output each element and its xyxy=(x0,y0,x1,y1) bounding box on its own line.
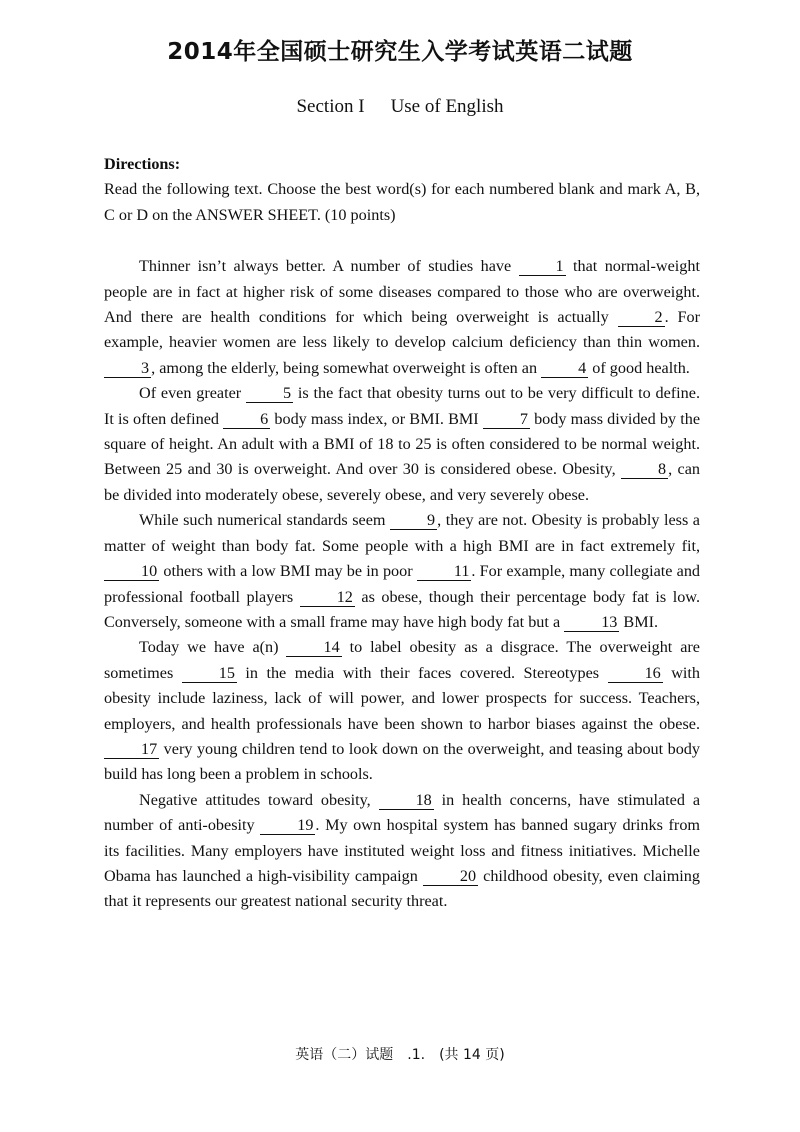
passage-text: as obese, though their percentage body fat is low. Conversely, someone with a small frame may have high body fat but a xyxy=(104,587,700,631)
section-name: Use of English xyxy=(390,96,504,117)
blank-14: 14 xyxy=(286,639,341,657)
blank-12: 12 xyxy=(300,589,355,607)
passage xyxy=(104,254,700,915)
passage-text: that normal-weight people are in fact at higher risk of some diseases compared to those who are overweight. And there are health conditions for which being overweight is actually xyxy=(104,257,700,327)
passage-text: . For example, many collegiate and professional football players xyxy=(104,562,701,606)
blank-3: 3 xyxy=(104,360,151,378)
blank-6: 6 xyxy=(223,411,270,429)
passage-text: , among the elderly, being somewhat overweight is often an xyxy=(151,358,542,377)
blank-17: 17 xyxy=(104,741,159,759)
blank-5: 5 xyxy=(246,385,293,403)
passage-text: to label obesity as a disgrace. The overweight are sometimes xyxy=(104,638,700,682)
blank-2: 2 xyxy=(618,309,665,327)
section-number: Section I xyxy=(296,96,365,117)
page-footer: 英语（二）试题 .1. (共 14 页) xyxy=(295,1047,505,1063)
directions-text: Read the following text. Choose the best word(s) for each numbered blank and mark A, B, C or D on the ANSWER SHEET. (10 points) xyxy=(104,180,700,224)
passage-text: body mass index, or BMI. BMI xyxy=(270,409,483,428)
passage-text: . For example, heavier women are less likely to develop calcium deficiency than thin women. xyxy=(104,308,700,352)
directions-heading: Directions: xyxy=(104,155,181,173)
passage-text: , can be divided into moderately obese, severely obese, and very severely obese. xyxy=(104,460,700,504)
blank-19: 19 xyxy=(260,817,315,835)
passage-text: body mass divided by the square of height. An adult with a BMI of 18 to 25 is often considered to be normal weight. Between 25 and 30 is overweight. And over 30 is considered obese. Obesity, xyxy=(104,409,701,479)
blank-8: 8 xyxy=(621,461,668,479)
passage-text: of good health. xyxy=(588,358,690,377)
blank-13: 13 xyxy=(564,614,619,632)
section-heading xyxy=(0,96,800,118)
passage-text: in the media with their faces covered. Stereotypes xyxy=(236,663,608,682)
blank-4: 4 xyxy=(541,360,588,378)
passage-text: with obesity include laziness, lack of will power, and lower prospects for success. Teachers, employers, and health professionals have been shown to harbor biases against the obese. xyxy=(104,663,701,733)
passage-text: Today we have a(n) xyxy=(139,638,287,657)
passage-paragraph xyxy=(104,635,700,787)
passage-text: Negative attitudes toward obesity, xyxy=(139,790,379,809)
passage-text: While such numerical standards seem xyxy=(139,511,391,530)
passage-text: very young children tend to look down on the overweight, and teasing about body build has long been a problem in schools. xyxy=(104,739,700,784)
blank-11: 11 xyxy=(417,563,472,581)
passage-text: BMI. xyxy=(619,612,659,631)
page-title: 2014年全国硕士研究生入学考试英语二试题 xyxy=(167,39,633,65)
passage-paragraph xyxy=(104,788,700,915)
blank-15: 15 xyxy=(182,665,237,683)
exam-body xyxy=(104,152,700,915)
passage-text: Thinner isn’t always better. A number of studies have xyxy=(139,257,519,276)
passage-text: , they are not. Obesity is probably less a matter of weight than body fat. Some people with a high BMI are in fact extremely fit, xyxy=(104,511,700,555)
passage-text: childhood obesity, even claiming that it represents our greatest national security threat. xyxy=(104,866,700,911)
blank-1: 1 xyxy=(519,258,566,276)
passage-text: in health concerns, have stimulated a number of anti-obesity xyxy=(104,790,700,835)
blank-7: 7 xyxy=(483,411,530,429)
blank-9: 9 xyxy=(390,512,437,530)
blank-20: 20 xyxy=(423,868,478,886)
passage-text: others with a low BMI may be in poor xyxy=(159,562,417,581)
passage-text: is the fact that obesity turns out to be very difficult to define. It is often defined xyxy=(104,384,700,428)
passage-paragraph xyxy=(104,381,700,508)
passage-paragraph xyxy=(104,508,700,635)
passage-text: . My own hospital system has banned sugary drinks from its facilities. Many employers have instituted weight loss and fitness initiatives. Michelle Obama has launched a high-visibility campaign xyxy=(104,816,700,885)
blank-10: 10 xyxy=(104,563,159,581)
blank-16: 16 xyxy=(608,665,663,683)
passage-text: Of even greater xyxy=(139,384,246,403)
passage-paragraph xyxy=(104,254,700,381)
blank-18: 18 xyxy=(379,792,434,810)
